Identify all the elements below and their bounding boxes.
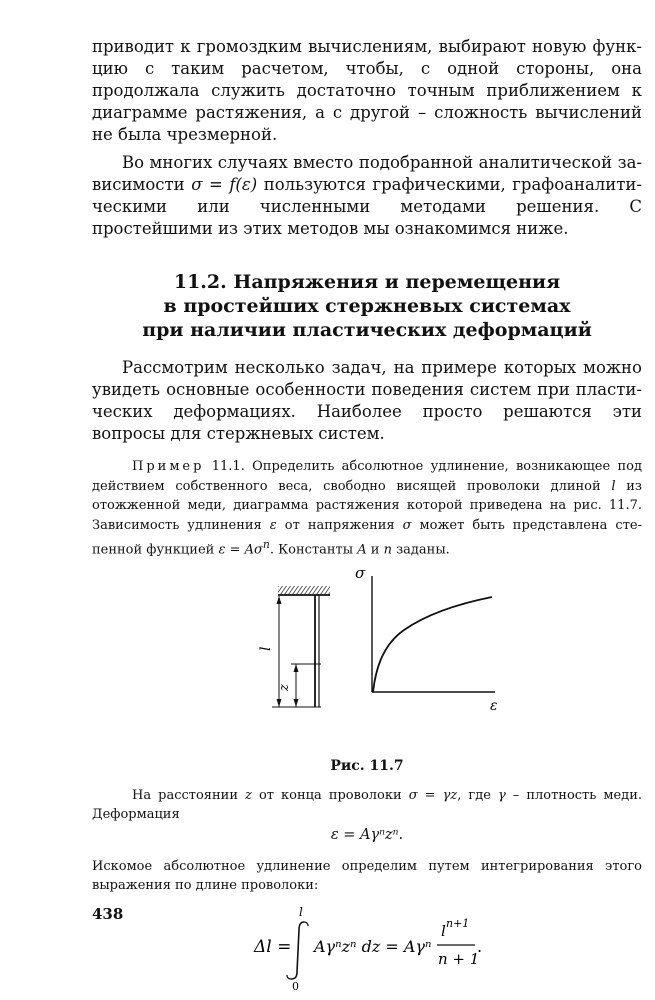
after-figure-var-gamma: γ [497, 787, 506, 803]
after-figure-text-a: На расстоянии [132, 787, 246, 803]
after-figure-text-b: от конца проволоки [251, 787, 409, 803]
example-text-c: от напряжения [276, 517, 403, 533]
label-l: l [258, 646, 274, 651]
integral-upper-limit: l [299, 904, 303, 919]
paragraph-3: Рассмотрим несколько задач, на примере которых можно увидеть основные особенности поведения систем при пластических деформациях. Наиболее просто решаются эти вопросы для стержневых систем. [92, 358, 642, 443]
after-figure-text-c: , где [457, 787, 498, 803]
integral-formula [92, 900, 642, 990]
paragraph-2 [92, 152, 642, 240]
integral-numerator-exp: n+1 [446, 916, 470, 930]
example-text-g: заданы. [391, 542, 450, 558]
example-text-a: Определить абсолютное удлинение, возникающее под действием собственного веса, свободно висящей проволоки длиной [92, 459, 642, 494]
paragraph-2-text-a: Во многих случаях вместо подобранной аналитической зависимости [92, 153, 642, 194]
integral-sign-bottom-hook [287, 975, 291, 979]
paragraph-2-formula: σ = f(ε) [191, 175, 258, 194]
integral-integrand: Aγⁿzⁿ dz = Aγⁿ [314, 936, 432, 956]
deformation-formula: ε = Aγⁿzⁿ. [330, 826, 404, 843]
example-var-sigma: σ [402, 517, 412, 533]
after-figure-var-z: z [245, 787, 252, 803]
integral-numerator: l [441, 921, 446, 940]
example-number: 11.1. [204, 459, 253, 474]
ceiling-hatching [278, 586, 330, 595]
integral-lhs: Δl = [254, 936, 292, 957]
label-eps: ε [490, 697, 498, 714]
page-number: 438 [92, 905, 124, 923]
example-text-d: может быть представлена степенной функцией [92, 517, 642, 558]
example-var-l: l [611, 478, 616, 494]
arrow-z-top [294, 664, 299, 672]
figure-caption: Рис. 11.7 [330, 757, 404, 774]
section-heading-line-3: при наличии пластических деформаций [142, 319, 592, 341]
example-text-f: и [366, 542, 384, 558]
paragraph-2-text-b: пользуются графическими, графоаналитическими или численными методами решения. С простейшими из этих методов мы ознакомимся ниже. [92, 175, 642, 238]
after-figure-paragraph [92, 786, 642, 825]
example-var-eps: ε [269, 517, 277, 533]
paragraph-1: приводит к громоздким вычислениям, выбирают новую функцию с таким расчетом, чтобы, с одной стороны, она продолжала служить достаточно точным приближением к диаграмме растяжения, а с другой – сложность вычислений не была чрезмерной. [92, 37, 642, 144]
example-var-n: n [383, 542, 392, 558]
integral-trailing-period: . [477, 936, 483, 956]
stress-strain-curve [373, 597, 492, 692]
integral-lower-limit: 0 [292, 979, 299, 990]
section-heading-line-1: 11.2. Напряжения и перемещения [173, 271, 561, 293]
after-figure-text-d: – плотность меди. Деформация [92, 787, 642, 823]
example-text-b: из отожженной меди, диаграмма растяжения которой приведена на рис. 11.7. Зависимость удлинения [92, 478, 642, 533]
integral-drawing [92, 900, 642, 990]
example-paragraph [92, 457, 642, 560]
label-z: z [277, 683, 292, 691]
figure-11-7 [92, 566, 642, 756]
figure-drawing [92, 566, 642, 756]
example-text-e: . Константы [269, 542, 358, 558]
arrow-l-bottom [277, 699, 282, 707]
integral-sign [291, 922, 304, 979]
integral-sign-top-hook [304, 922, 308, 926]
integration-paragraph: Искомое абсолютное удлинение определим путем интегрирования этого выражения по длине проволоки: [92, 858, 642, 894]
label-sigma: σ [355, 565, 366, 582]
example-var-a: A [357, 542, 367, 558]
section-heading-line-2: в простейших стержневых системах [163, 295, 571, 317]
integral-denominator: n + 1 [438, 949, 480, 968]
after-figure-formula: σ = γz [408, 787, 458, 803]
section-heading [92, 270, 642, 342]
example-label: Пример [132, 459, 205, 474]
example-formula-exp: n [262, 538, 270, 551]
page-body [92, 28, 642, 990]
arrow-z-bottom [294, 699, 299, 707]
example-formula: ε = Aσ [218, 542, 263, 558]
arrow-l-top [277, 596, 282, 604]
